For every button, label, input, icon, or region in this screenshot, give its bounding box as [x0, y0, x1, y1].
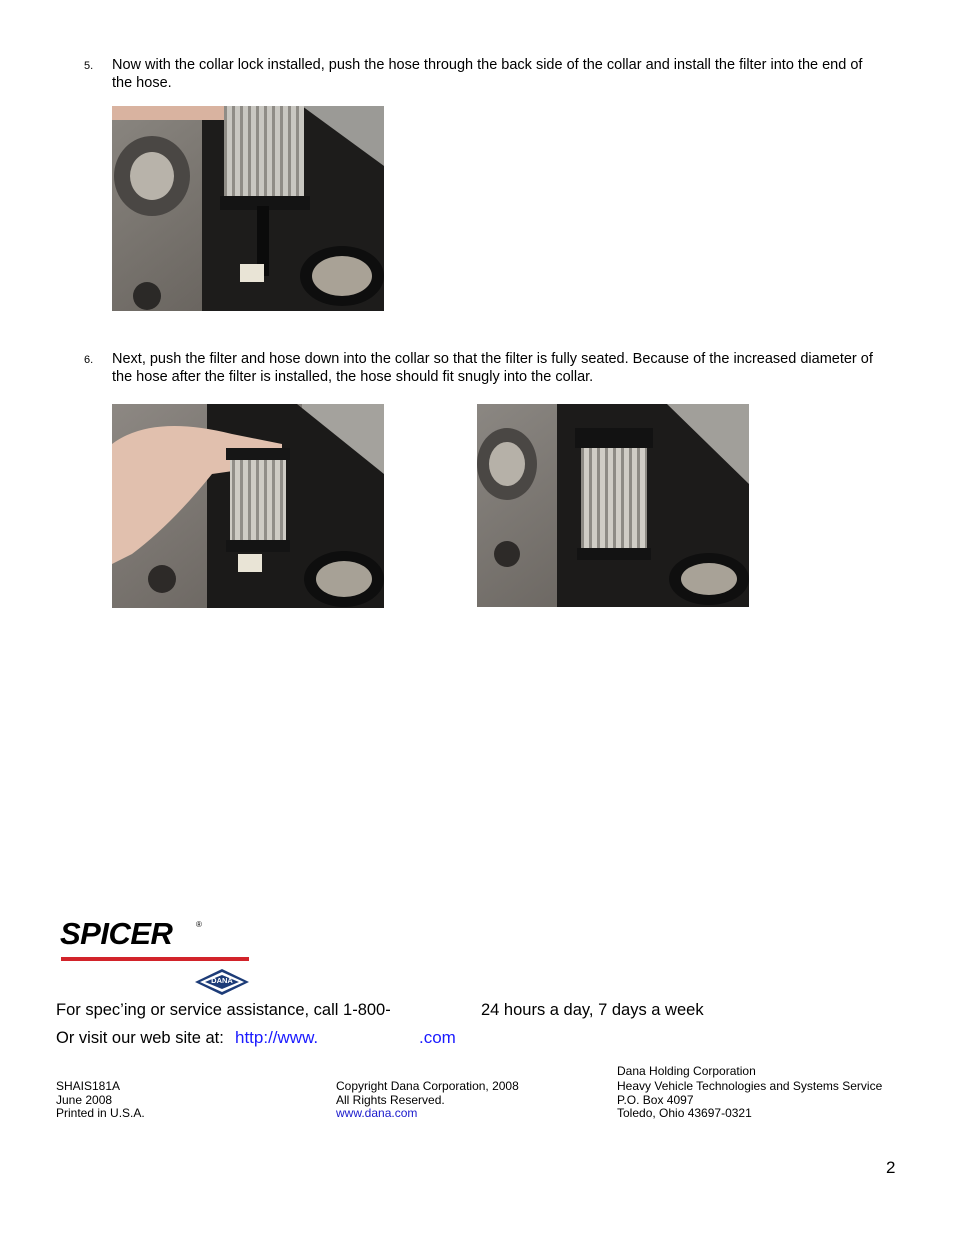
photo-filter-push-down — [112, 404, 384, 608]
photo-filter-insert-image — [112, 106, 384, 311]
spicer-dana-logo — [58, 916, 258, 998]
visit-website-text: Or visit our web site at: — [56, 1029, 224, 1047]
photo-filter-insert — [112, 106, 384, 311]
footer-middle-column — [336, 1080, 519, 1121]
city-address: Toledo, Ohio 43697-0321 — [617, 1106, 752, 1120]
hours-text: 24 hours a day, 7 days a week — [481, 1001, 704, 1019]
rights-text: All Rights Reserved. — [336, 1092, 445, 1107]
step-5-number: 5. — [84, 60, 94, 72]
call-assistance-text: For spec’ing or service assistance, call 1-800- — [56, 1001, 391, 1019]
step-6-text: Next, push the filter and hose down into the collar so that the filter is fully seated. Because of the increased diameter of the hose after the filter is installed, the hose should fit snugly into the collar. — [112, 351, 873, 385]
division-name: Heavy Vehicle Technologies and Systems Service — [617, 1079, 883, 1093]
doc-date: June 2008 — [56, 1092, 113, 1107]
registered-mark: ® — [196, 920, 202, 929]
spicer-wordmark: SPICER — [60, 916, 173, 951]
footer-right-column — [617, 1065, 882, 1121]
dana-badge-label: DANA — [211, 976, 233, 985]
dana-website-link[interactable]: www.dana.com — [336, 1106, 418, 1120]
copyright-text: Copyright Dana Corporation, 2008 — [336, 1079, 519, 1093]
doc-code: SHAIS181A — [56, 1079, 121, 1093]
step-6-number: 6. — [84, 354, 94, 366]
photo-filter-push-down-image — [112, 404, 384, 608]
company-name: Dana Holding Corporation — [617, 1064, 756, 1078]
photo-filter-seated — [477, 404, 749, 607]
dana-badge-icon — [194, 968, 250, 996]
photo-filter-seated-image — [477, 404, 749, 607]
website-url-suffix[interactable]: .com — [419, 1028, 456, 1047]
footer-left-column — [56, 1080, 145, 1121]
po-box: P.O. Box 4097 — [617, 1092, 694, 1107]
printed-in: Printed in U.S.A. — [56, 1106, 145, 1120]
page-number: 2 — [886, 1158, 896, 1177]
step-5-text: Now with the collar lock installed, push the hose through the back side of the collar and install the filter into the end of the hose. — [112, 57, 863, 91]
spicer-underline — [61, 957, 249, 961]
website-url-prefix[interactable]: http://www. — [235, 1028, 319, 1047]
